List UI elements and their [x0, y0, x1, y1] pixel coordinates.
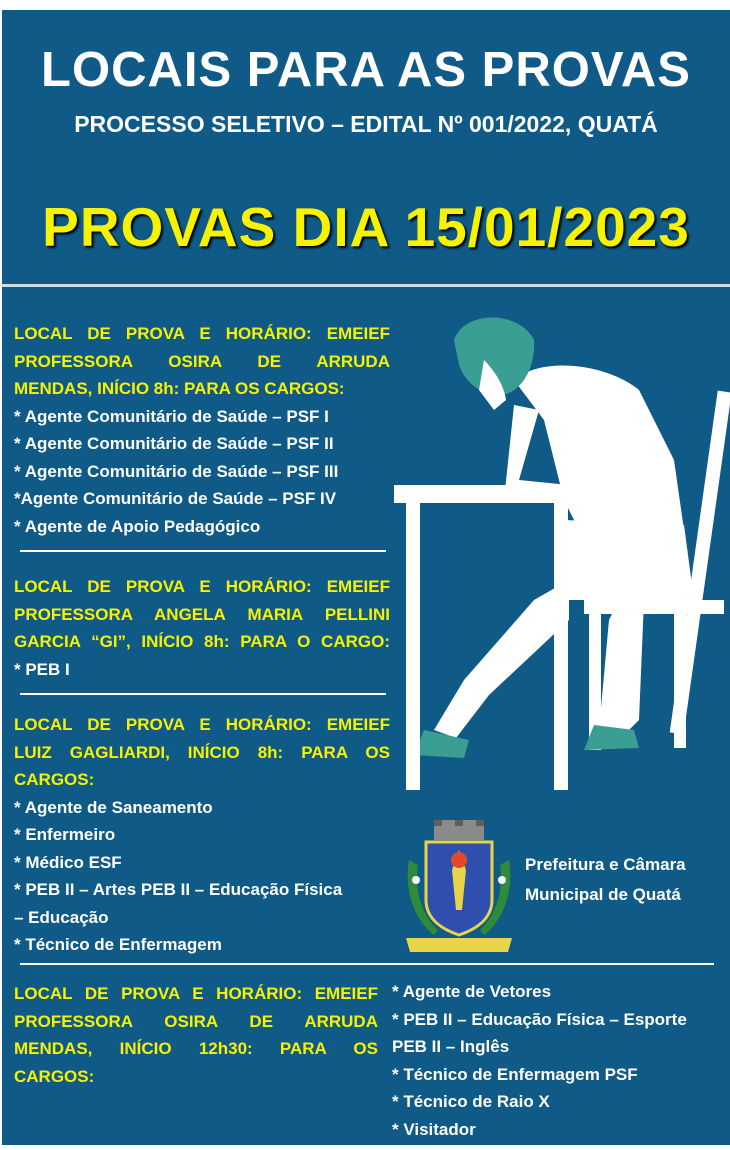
- job-item: * Agente Comunitário de Saúde – PSF II: [14, 434, 334, 453]
- exam-date: PROVAS DIA 15/01/2023: [42, 196, 690, 258]
- job-item: * Técnico de Raio X: [392, 1092, 550, 1111]
- section-1: [14, 320, 390, 540]
- job-item: * Agente Comunitário de Saúde – PSF III: [14, 461, 339, 481]
- job-item: * PEB II – Artes PEB II – Educação Física: [14, 880, 343, 899]
- section-1-heading-line: LOCAL DE PROVA E HORÁRIO: EMEIEF: [14, 324, 390, 343]
- job-item: * Técnico de Enfermagem PSF: [392, 1064, 638, 1084]
- section-4: [14, 980, 378, 1090]
- job-item: – Educação: [14, 907, 109, 927]
- job-item: * Enfermeiro: [14, 825, 116, 844]
- ribbon: [406, 938, 512, 952]
- job-item: * PEB II – Educação Física – Esporte: [392, 1009, 687, 1029]
- section-2-heading-line: LOCAL DE PROVA E HORÁRIO: EMEIEF: [14, 577, 390, 596]
- section-4-heading-line: CARGOS:: [14, 1066, 95, 1086]
- caption-line: Municipal de Quatá: [525, 885, 681, 904]
- section-4-heading: [14, 980, 378, 1090]
- section-2-heading-line: GARCIA “GI”, INÍCIO 8h: PARA O CARGO:: [14, 632, 390, 651]
- section-divider: [20, 693, 386, 695]
- section-1-heading: [14, 320, 390, 403]
- chair-leg: [674, 600, 686, 748]
- poster: [2, 10, 730, 1145]
- page-subtitle: PROCESSO SELETIVO – EDITAL Nº 001/2022, QUATÁ: [74, 111, 658, 137]
- section-4-heading-line: LOCAL DE PROVA E HORÁRIO: EMEIEF: [14, 984, 378, 1003]
- job-item: * Agente de Apoio Pedagógico: [14, 516, 261, 536]
- municipality-caption: [525, 850, 686, 910]
- job-item: PEB II – Inglês: [392, 1037, 510, 1056]
- shoe: [414, 730, 469, 758]
- section-2-heading-line: PROFESSORA ANGELA MARIA PELLINI: [14, 604, 390, 624]
- desk-leg: [406, 500, 420, 790]
- section-2: [14, 573, 390, 683]
- job-item: * Agente de Saneamento: [14, 797, 213, 817]
- page-title: LOCAIS PARA AS PROVAS: [41, 43, 691, 97]
- section-3-heading-line: LUIZ GAGLIARDI, INÍCIO 8h: PARA OS: [14, 742, 390, 762]
- section-2-heading: [14, 573, 390, 656]
- job-item: * PEB I: [14, 659, 70, 679]
- job-item: * Médico ESF: [14, 852, 122, 872]
- job-item: * Agente Comunitário de Saúde – PSF I: [14, 406, 329, 426]
- student-at-desk-illustration: [394, 300, 730, 800]
- section-divider: [20, 963, 714, 965]
- section-divider: [20, 550, 386, 552]
- section-3-heading-line: LOCAL DE PROVA E HORÁRIO: EMEIEF: [14, 715, 390, 734]
- section-3-heading: [14, 711, 390, 794]
- job-item: *Agente Comunitário de Saúde – PSF IV: [14, 489, 337, 508]
- flame: [451, 852, 467, 868]
- header-divider: [2, 284, 730, 287]
- municipal-coat-of-arms-icon: [404, 820, 514, 955]
- caption-line: Prefeitura e Câmara: [525, 855, 686, 874]
- section-1-heading-line: PROFESSORA OSIRA DE ARRUDA: [14, 351, 390, 371]
- desk-leg: [554, 500, 568, 790]
- section-4-heading-line: PROFESSORA OSIRA DE ARRUDA: [14, 1011, 378, 1031]
- section-4-items: [392, 978, 722, 1143]
- section-4-heading-line: MENDAS, INÍCIO 12h30: PARA OS: [14, 1039, 378, 1058]
- header: [2, 10, 730, 284]
- hips: [564, 520, 694, 600]
- leg: [434, 580, 569, 738]
- section-1-heading-line: MENDAS, INÍCIO 8h: PARA OS CARGOS:: [14, 379, 345, 398]
- chair-seat: [584, 600, 724, 614]
- job-item: * Técnico de Enfermagem: [14, 935, 222, 954]
- job-item: * Agente de Vetores: [392, 982, 552, 1001]
- section-3: [14, 711, 390, 959]
- job-item: * Visitador: [392, 1119, 476, 1139]
- section-3-heading-line: CARGOS:: [14, 770, 95, 789]
